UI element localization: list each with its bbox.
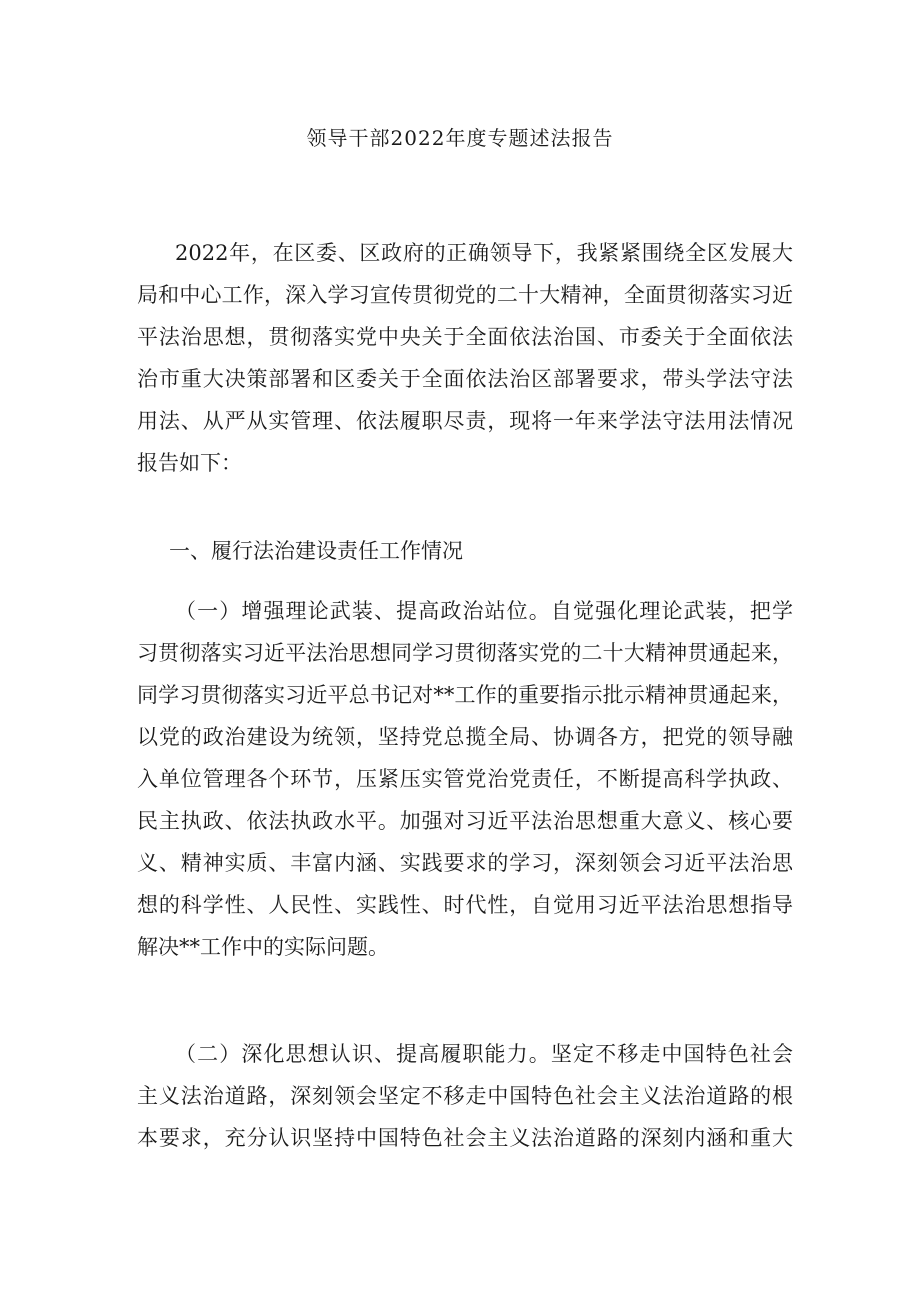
paragraph-line: 想的科学性、人民性、实践性、时代性，自觉用习近平法治思想指导 — [137, 893, 793, 917]
paragraph-line: 主义法治道路，深刻领会坚定不移走中国特色社会主义法治道路的根 — [137, 1084, 793, 1108]
paragraph-line: 民主执政、依法执政水平。加强对习近平法治思想重大意义、核心要 — [137, 809, 793, 833]
paragraph-1 — [137, 590, 793, 968]
intro-line: 局和中心工作，深入学习宣传贯彻党的二十大精神，全面贯彻落实习近 — [137, 283, 793, 307]
paragraph-2 — [137, 1033, 793, 1159]
paragraph-line: 同学习贯彻落实习近平总书记对**工作的重要指示批示精神贯通起来， — [137, 683, 793, 707]
paragraph-line: 以党的政治建设为统领，坚持党总揽全局、协调各方，把党的领导融 — [137, 725, 793, 749]
intro-line: 治市重大决策部署和区委关于全面依法治区部署要求，带头学法守法 — [137, 367, 793, 391]
intro-line: 报告如下： — [137, 451, 242, 475]
intro-line: 2022年，在区委、区政府的正确领导下，我紧紧围绕全区发展大 — [175, 241, 793, 265]
section1-heading-block — [137, 530, 793, 572]
paragraph-line: （一）增强理论武装、提高政治站位。自觉强化理论武装，把学 — [175, 599, 793, 623]
section-heading: 一、履行法治建设责任工作情况 — [169, 539, 463, 563]
paragraph-line: 入单位管理各个环节，压紧压实管党治党责任，不断提高科学执政、 — [137, 767, 793, 791]
intro-paragraph — [137, 232, 793, 484]
paragraph-line: 义、精神实质、丰富内涵、实践要求的学习，深刻领会习近平法治思 — [137, 851, 793, 875]
paragraph-line: （二）深化思想认识、提高履职能力。坚定不移走中国特色社会 — [175, 1042, 793, 1066]
paragraph-line: 本要求，充分认识坚持中国特色社会主义法治道路的深刻内涵和重大 — [137, 1126, 793, 1150]
paragraph-line: 习贯彻落实习近平法治思想同学习贯彻落实党的二十大精神贯通起来， — [137, 641, 793, 665]
document-title: 领导干部2022年度专题述法报告 — [306, 126, 614, 150]
intro-line: 用法、从严从实管理、依法履职尽责，现将一年来学法守法用法情况 — [137, 409, 793, 433]
paragraph-line: 解决**工作中的实际问题。 — [137, 935, 389, 959]
intro-line: 平法治思想，贯彻落实党中央关于全面依法治国、市委关于全面依法 — [137, 325, 793, 349]
